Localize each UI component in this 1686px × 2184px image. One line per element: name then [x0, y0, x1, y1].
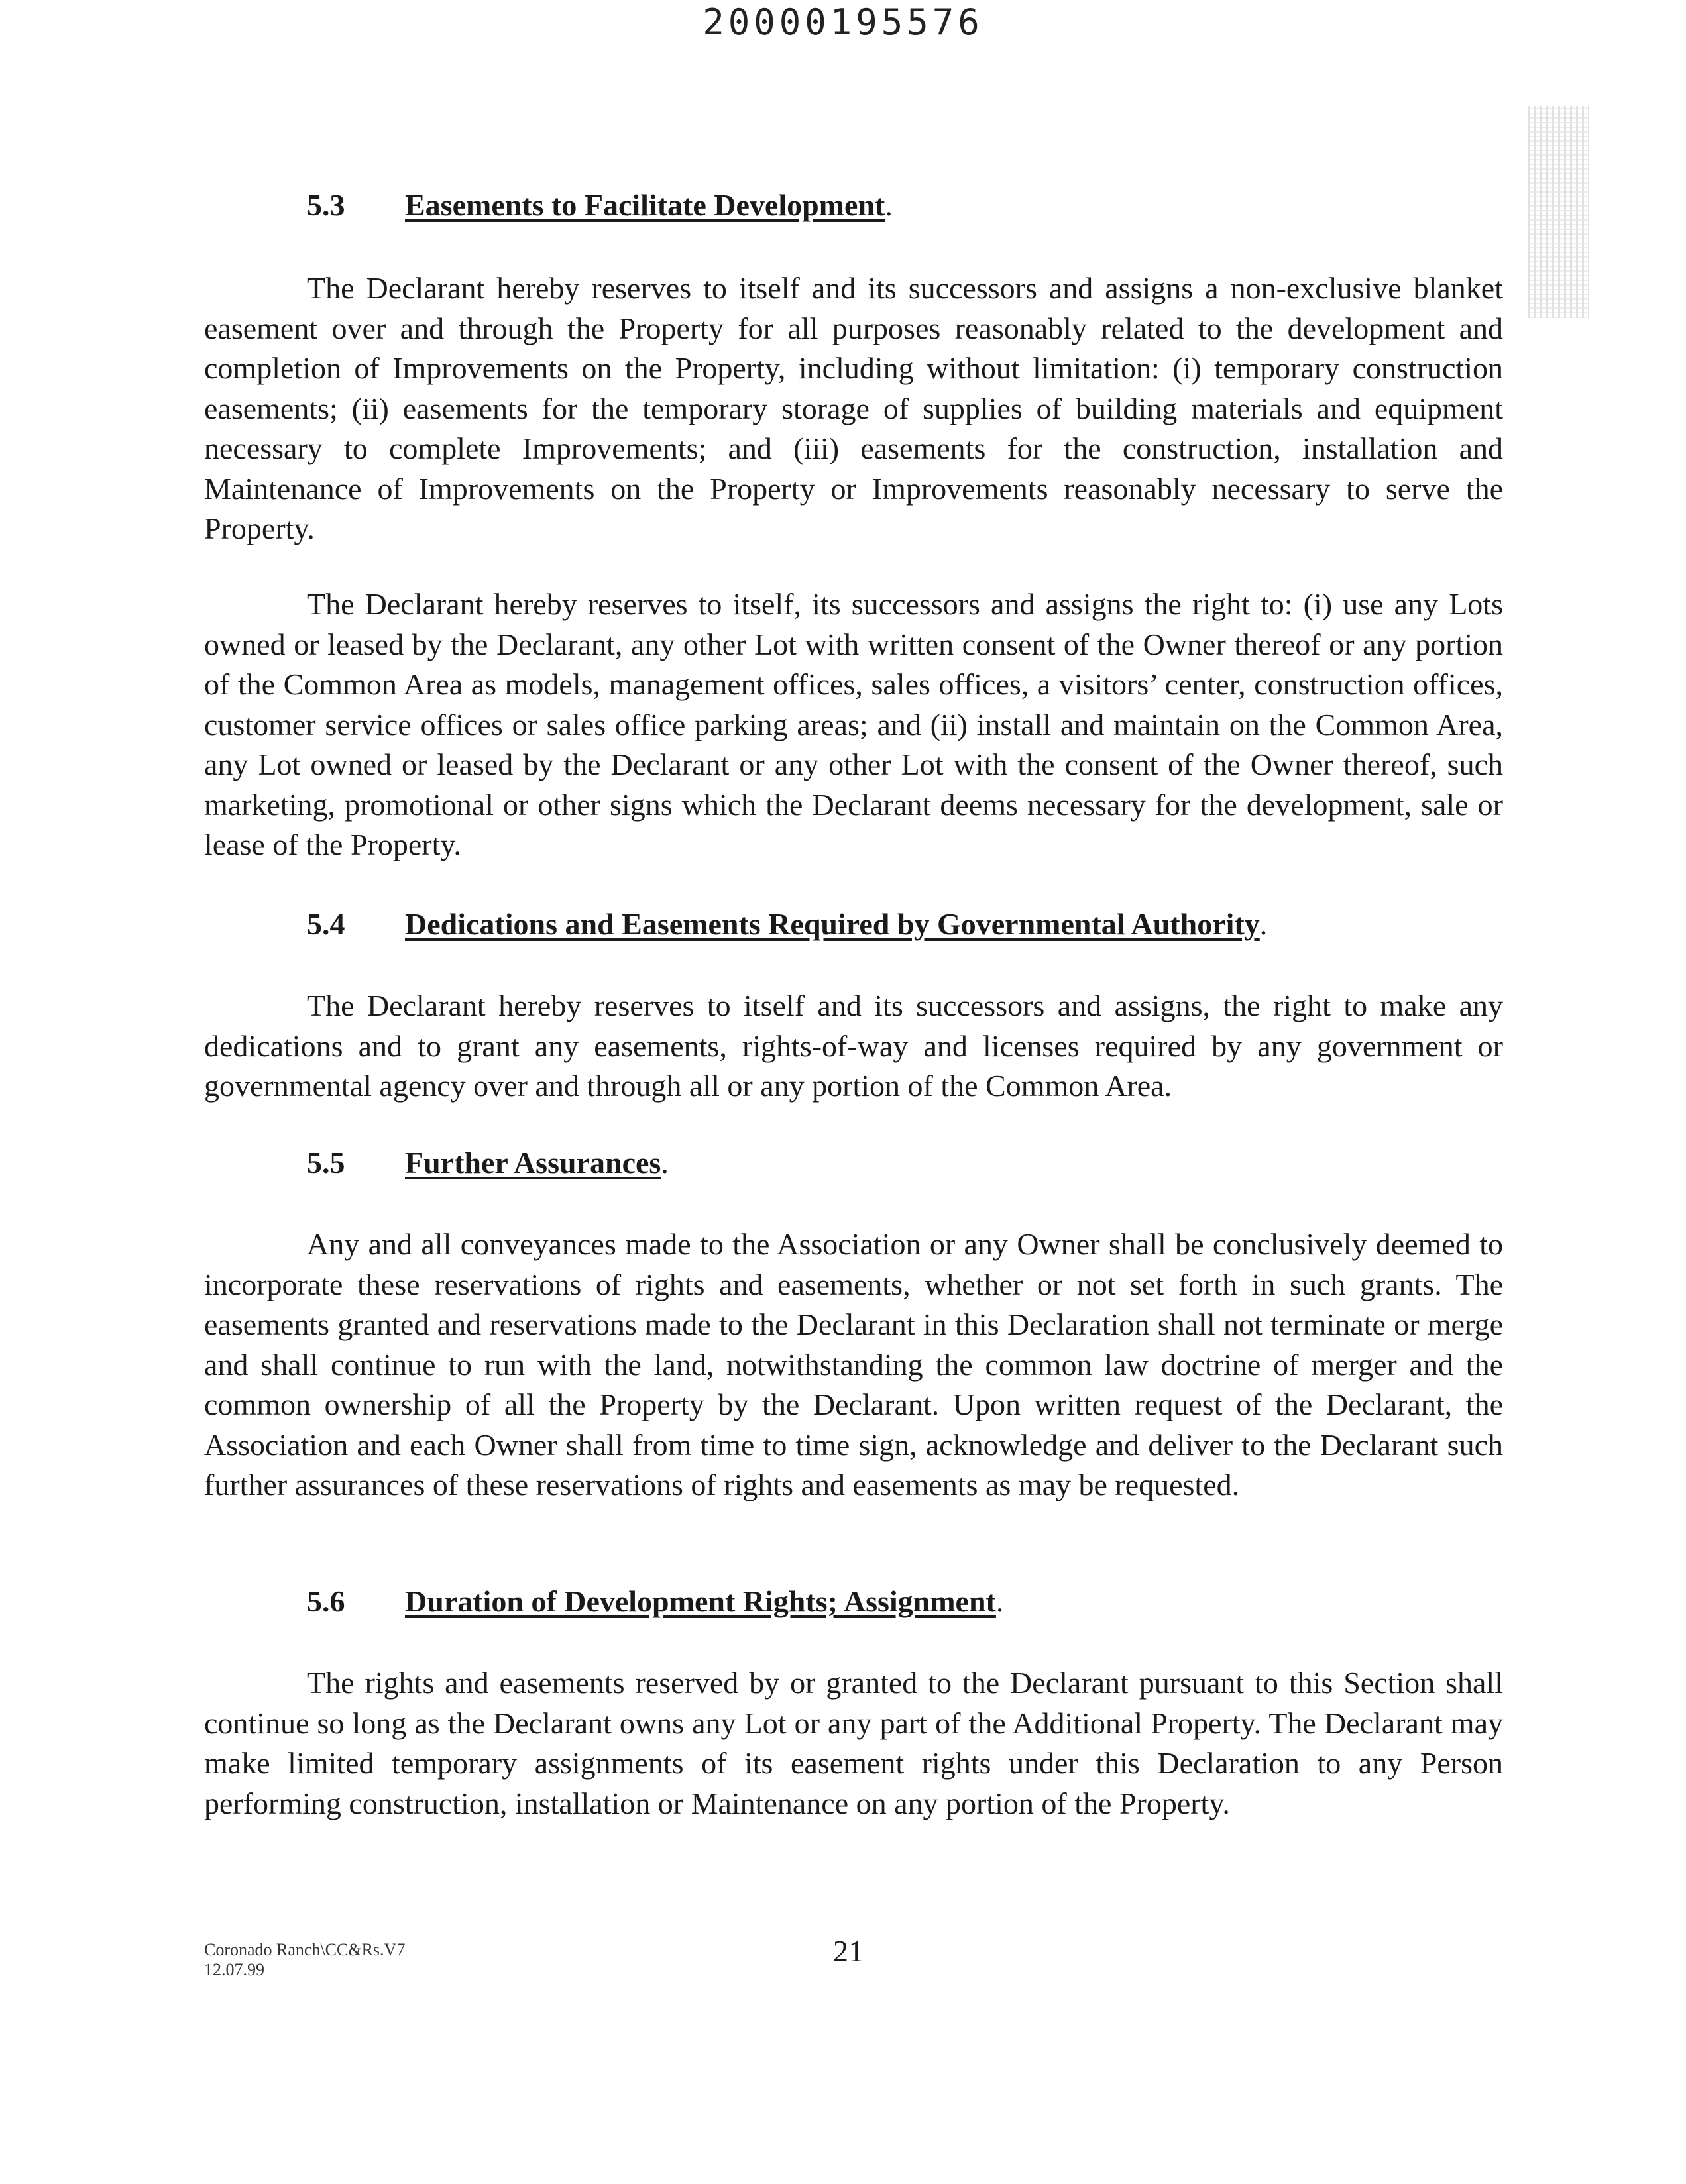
section-5-3-paragraph-2: The Declarant hereby reserves to itself, its successors and assigns the right to: (i) use any Lots owned or leased by the Declarant, any other Lot with written consent of the Owner thereof or any portion of the Common Area as models, management offices, sales offices, a visitors’ center, construction offices, customer service offices or sales office parking areas; and (ii) install and maintain on the Common Area, any Lot owned or leased by the Declarant or any other Lot with the consent of the Owner thereof, such marketing, promotional or other signs which the Declarant deems necessary for the development, sale or lease of the Property.: [204, 587, 1503, 861]
section-heading-5-3: [307, 188, 893, 223]
section-number: 5.5: [307, 1146, 345, 1179]
heading-period: .: [995, 1584, 1004, 1618]
section-number: 5.4: [307, 907, 345, 941]
section-title: Easements to Facilitate Development: [405, 188, 885, 222]
section-heading-5-4: [307, 906, 1267, 942]
heading-period: .: [885, 188, 893, 222]
heading-period: .: [661, 1146, 669, 1179]
section-5-5-paragraph-1: Any and all conveyances made to the Association or any Owner shall be conclusively deemed to incorporate these reservations of rights and easements, whether or not set forth in such grants. The easements granted and reservations made to the Declarant in this Declaration shall not terminate or merge and shall continue to run with the land, notwithstanding the common law doctrine of merger and the common ownership of all the Property by the Declarant. Upon written request of the Declarant, the Association and each Owner shall from time to time sign, acknowledge and deliver to the Declarant such further assurances of these reservations of rights and easements as may be requested.: [204, 1227, 1503, 1502]
document-number: 20000195576: [702, 1, 984, 43]
section-5-4-paragraph-1: The Declarant hereby reserves to itself and its successors and assigns, the right to make any dedications and to grant any easements, rights-of-way and licenses required by any government or governmental agency over and through all or any portion of the Common Area.: [204, 989, 1503, 1103]
section-number: 5.3: [307, 188, 345, 222]
section-title: Further Assurances: [405, 1146, 661, 1179]
footer-file-name: Coronado Ranch\CC&Rs.V7: [204, 1940, 406, 1959]
section-title: Dedications and Easements Required by Governmental Authority: [405, 907, 1260, 941]
section-heading-5-6: [307, 1584, 1003, 1619]
section-heading-5-5: [307, 1145, 669, 1180]
page-number: 21: [833, 1934, 864, 1968]
section-title: Duration of Development Rights; Assignment: [405, 1584, 996, 1618]
section-5-6-paragraph-1: The rights and easements reserved by or granted to the Declarant pursuant to this Section shall continue so long as the Declarant owns any Lot or any part of the Additional Property. The Declarant may make limited temporary assignments of its easement rights under this Declaration to any Person performing construction, installation or Maintenance on any portion of the Property.: [204, 1666, 1503, 1820]
recording-stamp: [1528, 106, 1589, 318]
heading-period: .: [1259, 907, 1268, 941]
section-5-3-paragraph-1: The Declarant hereby reserves to itself and its successors and assigns a non-exclusive blanket easement over and through the Property for all purposes reasonably related to the development and completion of Improvements on the Property, including without limitation: (i) temporary construction easements; (ii) easements for the temporary storage of supplies of building materials and equipment necessary to complete Improvements; and (iii) easements for the construction, installation and Maintenance of Improvements on the Property or Improvements reasonably necessary to serve the Property.: [204, 271, 1503, 545]
footer-date: 12.07.99: [204, 1960, 264, 1979]
section-number: 5.6: [307, 1584, 345, 1618]
footer-file-info: [204, 1940, 405, 1980]
